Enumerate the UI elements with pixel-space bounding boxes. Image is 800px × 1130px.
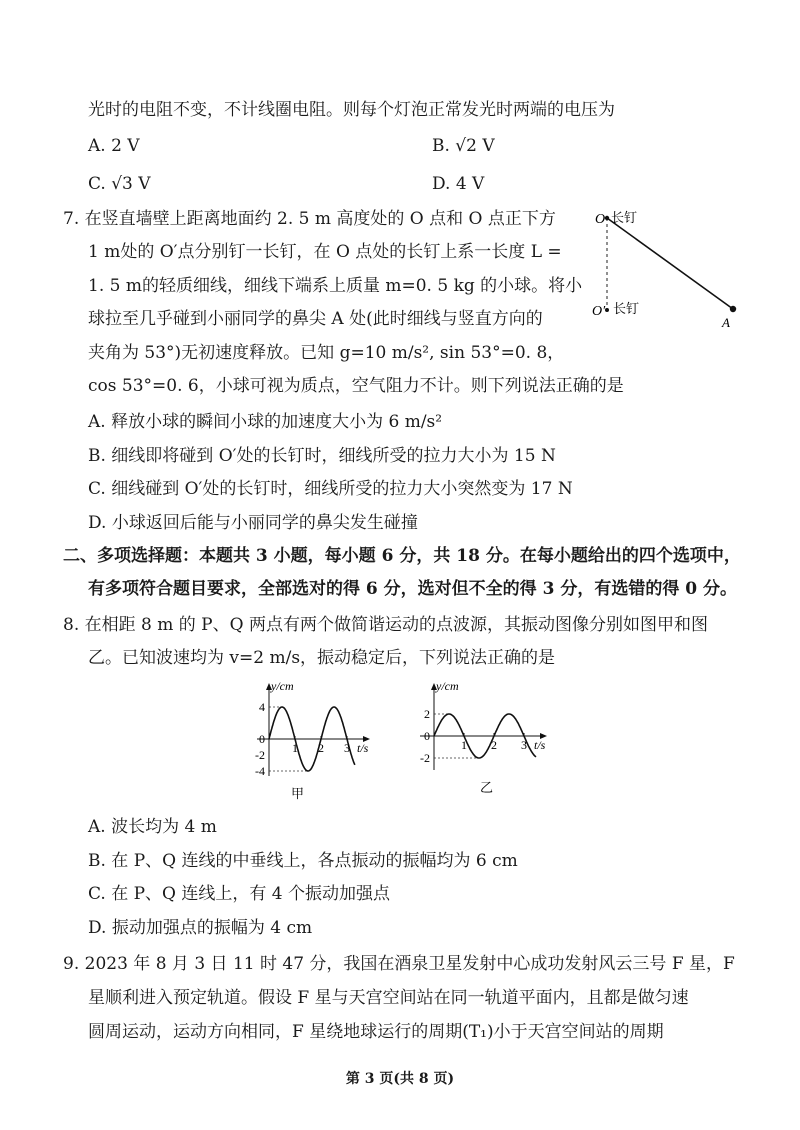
y-tick-label: 4: [259, 700, 265, 714]
q9-stem-line-2: 星顺利进入预定轨道。假设 F 星与天宫空间站在同一轨道平面内，且都是做匀速: [88, 988, 689, 1008]
q8-option-c: C. 在 P、Q 连线上，有 4 个振动加强点: [88, 884, 391, 904]
q8-option-a: A. 波长均为 4 m: [88, 817, 217, 837]
q7-stem-line-4: 球拉至几乎碰到小丽同学的鼻尖 A 处(此时细线与竖直方向的: [88, 309, 543, 329]
x-tick-label: 3: [344, 741, 350, 755]
graph-caption: 甲: [291, 786, 305, 801]
q7-stem-line-6: cos 53°=0. 6，小球可视为质点，空气阻力不计。则下列说法正确的是: [88, 376, 624, 396]
q7-option-c: C. 细线碰到 O′处的长钉时，细线所受的拉力大小突然变为 17 N: [88, 479, 573, 499]
q7-option-a: A. 释放小球的瞬间小球的加速度大小为 6 m/s²: [88, 412, 443, 432]
q7-stem-line-5: 夹角为 53°)无初速度释放。已知 g=10 m/s², sin 53°=0. 8，: [88, 343, 565, 363]
x-tick-label: 3: [521, 738, 527, 752]
x-axis-label: t/s: [357, 741, 369, 755]
q8-stem-line-2: 乙。已知波速均为 v=2 m/s，振动稳定后，下列说法正确的是: [88, 648, 556, 668]
y-tick-label: 0: [259, 732, 265, 746]
q8-graph-jia: [245, 678, 380, 808]
q7-stem-line-2: 1 m处的 O′点分别钉一长钉，在 O 点处的长钉上系一长度 L =: [88, 242, 562, 262]
q6-option-b: B. √2 V: [432, 136, 495, 156]
q6-option-c: C. √3 V: [88, 174, 151, 194]
label-o-prime: O′: [592, 304, 606, 319]
q8-graph-yi: [410, 678, 560, 808]
section2-heading-line-1: 二、多项选择题：本题共 3 小题，每小题 6 分，共 18 分。在每小题给出的四个选项中，: [63, 546, 741, 566]
y-tick-label: -2: [255, 748, 265, 762]
x-tick-label: 1: [461, 738, 467, 752]
x-axis-label: t/s: [534, 738, 546, 752]
label-o: O: [595, 212, 606, 227]
q6-option-d: D. 4 V: [432, 174, 485, 194]
x-tick-label: 2: [318, 741, 324, 755]
q7-option-d: D. 小球返回后能与小丽同学的鼻尖发生碰撞: [88, 513, 418, 533]
q7-stem-line-3: 1. 5 m的轻质细线，细线下端系上质量 m=0. 5 kg 的小球。将小: [88, 276, 583, 296]
q7-pendulum-figure: [585, 200, 750, 335]
label-o-prime-nail: 长钉: [613, 301, 640, 316]
q8-option-b: B. 在 P、Q 连线的中垂线上，各点振动的振幅均为 6 cm: [88, 851, 518, 871]
y-tick-label: 0: [424, 729, 430, 743]
q9-stem-line-3: 圆周运动，运动方向相同，F 星绕地球运行的周期(T₁)小于天宫空间站的周期: [88, 1022, 664, 1042]
y-tick-label: -2: [420, 751, 430, 765]
y-tick-label: 2: [424, 707, 430, 721]
q9-stem-line-1: 9. 2023 年 8 月 3 日 11 时 47 分，我国在酒泉卫星发射中心成功发射风云三号 F 星，F: [63, 954, 735, 974]
q8-stem-line-1: 8. 在相距 8 m 的 P、Q 两点有两个做简谐运动的点波源，其振动图像分别如图甲和图: [63, 615, 708, 635]
y-tick-label: -4: [255, 764, 265, 778]
y-axis-label: y/cm: [271, 679, 294, 693]
graph-caption: 乙: [480, 780, 494, 795]
x-tick-label: 2: [491, 738, 497, 752]
string-line: [607, 218, 733, 309]
ball-a: [730, 306, 736, 312]
label-o-nail: 长钉: [611, 210, 638, 225]
y-axis-label: y/cm: [436, 679, 459, 693]
nail-o-prime: [605, 308, 609, 312]
q7-stem-line-1: 7. 在竖直墙壁上距离地面约 2. 5 m 高度处的 O 点和 O 点正下方: [63, 209, 556, 229]
section2-heading-line-2: 有多项符合题目要求，全部选对的得 6 分，选对但不全的得 3 分，有选错的得 0 分。: [88, 579, 737, 599]
intro-line: 光时的电阻不变，不计线圈电阻。则每个灯泡正常发光时两端的电压为: [88, 100, 615, 120]
x-tick-label: 1: [292, 741, 298, 755]
q7-option-b: B. 细线即将碰到 O′处的长钉时，细线所受的拉力大小为 15 N: [88, 446, 556, 466]
label-a: A: [722, 315, 730, 330]
q8-option-d: D. 振动加强点的振幅为 4 cm: [88, 918, 313, 938]
nail-o: [605, 216, 609, 220]
page-footer: 第 3 页(共 8 页): [345, 1071, 455, 1087]
q6-option-a: A. 2 V: [88, 136, 140, 156]
